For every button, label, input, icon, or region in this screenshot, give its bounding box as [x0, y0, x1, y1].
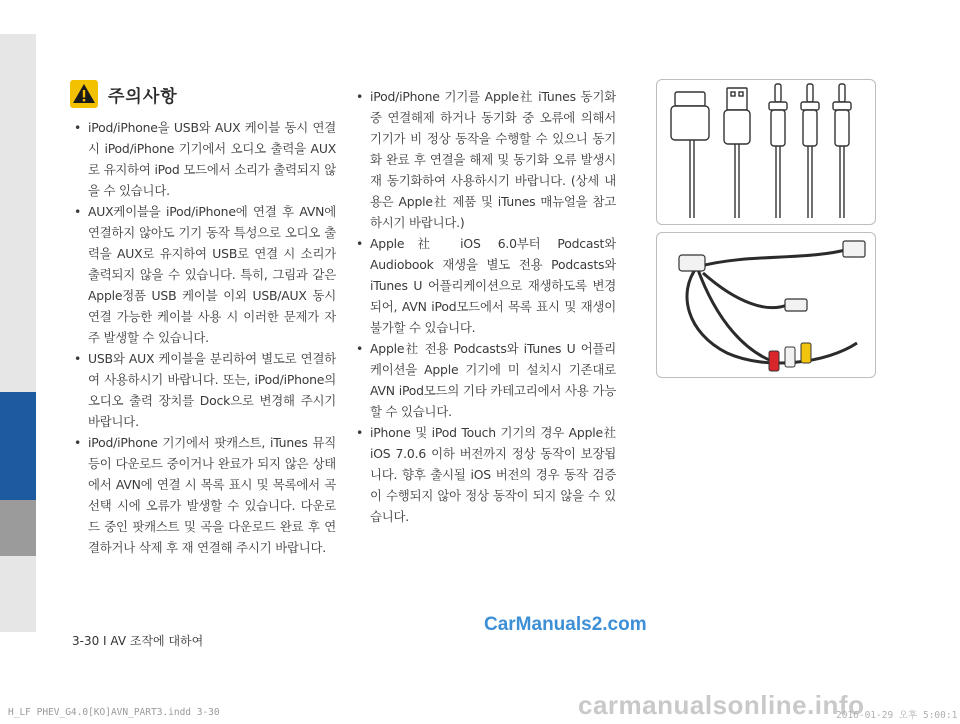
- print-file-info: H_LF PHEV_G4.0[KO]AVN_PART3.indd 3-30: [8, 707, 220, 718]
- list-item: • iPod/iPhone 기기를 Apple社 iTunes 동기화 중 연결해제 하거나 동기화 중 오류에 의해서 기기가 비 정상 동작을 수행할 수 있으니 동기화 완료 후 연결을 해제 및 동기화 오류 발생시 재 동기화하여 사용하시기 바랍니다. (상세 내용은 Apple社 제품 및 iTunes 매뉴얼을 참고하시기 바랍니다.): [356, 89, 616, 230]
- print-date-info: 2016-01-29 오후 5:00:1: [836, 710, 958, 721]
- side-tab-7: [0, 556, 36, 632]
- list-item: • USB와 AUX 케이블을 분리하여 별도로 연결하여 사용하시기 바랍니다. 또는, iPod/iPhone의 오디오 출력 장치를 Dock으로 변경해 주시기 바랍니다.: [74, 351, 336, 429]
- side-tab-4: [0, 304, 36, 392]
- page-footer: 3-30 I AV 조작에 대하여: [72, 634, 204, 648]
- side-tab-1: [0, 34, 36, 124]
- list-item: • iPod/iPhone을 USB와 AUX 케이블 동시 연결 시 iPod/iPhone 기기에서 오디오 출력을 AUX로 유지하여 iPod 모드에서 소리가 출력되지 않을 수 있습니다.: [74, 120, 336, 198]
- warning-triangle-icon: [70, 80, 98, 108]
- list-item: • iPhone 및 iPod Touch 기기의 경우 Apple社 iOS 7.0.6 이하 버전까지 정상 동작이 보장됩니다. 향후 출시될 iOS 버전의 경우 동작 검증이 수행되지 않아 정상 동작이 되지 않을 수 있습니다.: [356, 425, 616, 524]
- middle-column: [354, 86, 616, 527]
- list-item: • Apple社 전용 Podcasts와 iTunes U 어플리케이션을 Apple 기기에 미 설치시 기존대로 AVN iPod모드의 기타 카테고리에서 사용 가능할 수 있습니다.: [356, 341, 616, 419]
- caution-heading: [70, 80, 178, 108]
- list-item: • Apple社 iOS 6.0부터 Podcast와 Audiobook 재생을 별도 전용 Podcasts와 iTunes U 어플리케이션으로 재생하도록 변경되어, AVN iPod모드에서 목록 표시 및 재생이 불가할 수 있습니다.: [356, 236, 616, 335]
- side-tab-current-chapter: [0, 392, 36, 500]
- site-watermark: carmanualsonline.info: [578, 690, 865, 720]
- caution-title: 주의사항: [108, 86, 178, 107]
- side-tab-2: [0, 124, 36, 214]
- list-item: • AUX케이블을 iPod/iPhone에 연결 후 AVN에 연결하지 않아도 기기 동작 특성으로 오디오 출력을 AUX로 유지하여 USB로 연결 시 소리가 출력되지 않을 수 있습니다. 특히, 그림과 같은 Apple정품 USB 케이블 이외 USB/AUX 동시 연결 가능한 케이블 사용 시 이러한 문제가 자주 발생할 수 있습니다.: [74, 204, 336, 345]
- connector-illustration: [656, 79, 876, 225]
- left-column: [72, 117, 336, 558]
- carmanuals-watermark: CarManuals2.com: [484, 614, 647, 635]
- cable-photo: [656, 232, 876, 378]
- side-tab-6: [0, 500, 36, 556]
- list-item: • iPod/iPhone 기기에서 팟캐스트, iTunes 뮤직등이 다운로드 중이거나 완료가 되지 않은 상태에서 AVN에 연결 시 목록 표시 및 목록에서 곡 선택 시에 오류가 발생할 수 있습니다. 다운로드 중인 팟캐스트 및 곡을 다운로드 완료 후 연결하거나 삭제 후 재 연결해 주시기 바랍니다.: [74, 435, 336, 555]
- side-tab-3: [0, 214, 36, 304]
